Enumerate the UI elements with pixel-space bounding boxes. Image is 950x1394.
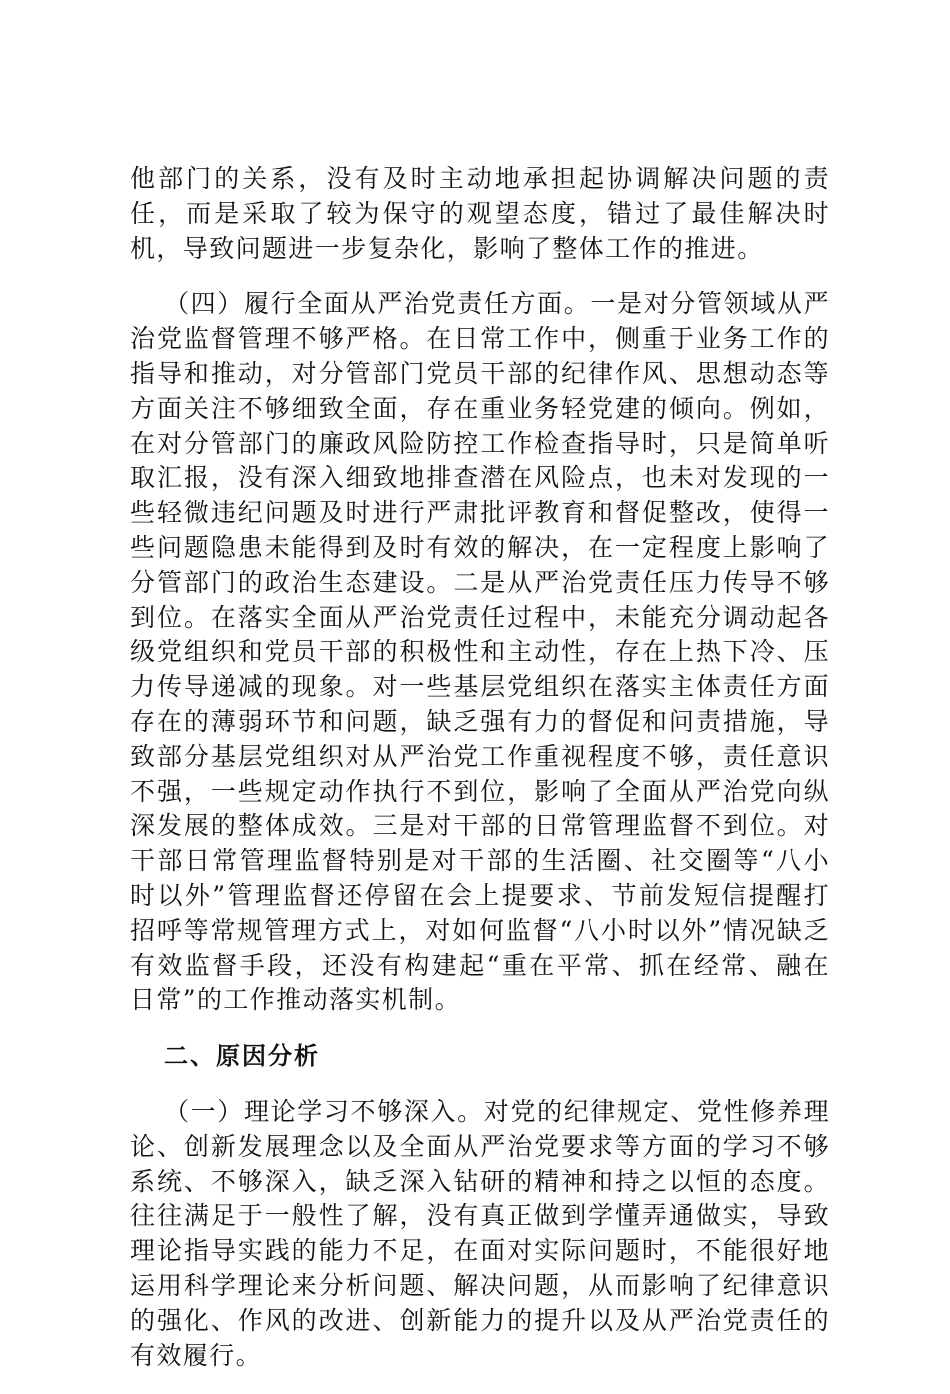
document-body (130, 162, 830, 1394)
paragraph-party-responsibility: （四）履行全面从严治党责任方面。一是对分管领域从严治党监督管理不够严格。在日常工作中，侧重于业务工作的指导和推动，对分管部门党员干部的纪律作风、思想动态等方面关注不够细致全面，存在重业务轻党建的倾向。例如，在对分管部门的廉政风险防控工作检查指导时，只是简单听取汇报，没有深入细致地排查潜在风险点，也未对发现的一些轻微违纪问题及时进行严肃批评教育和督促整改，使得一些问题隐患未能得到及时有效的解决，在一定程度上影响了分管部门的政治生态建设。二是从严治党责任压力传导不够到位。在落实全面从严治党责任过程中，未能充分调动起各级党组织和党员干部的积极性和主动性，存在上热下冷、压力传导递减的现象。对一些基层党组织在落实主体责任方面存在的薄弱环节和问题，缺乏强有力的督促和问责措施，导致部分基层党组织对从严治党工作重视程度不够，责任意识不强，一些规定动作执行不到位，影响了全面从严治党向纵深发展的整体成效。三是对干部的日常管理监督不到位。对干部日常管理监督特别是对干部的生活圈、社交圈等“八小时以外”管理监督还停留在会上提要求、节前发短信提醒打招呼等常规管理方式上，对如何监督“八小时以外”情况缺乏有效监督手段，还没有构建起“重在平常、抓在经常、融在日常”的工作推动落实机制。 (130, 289, 830, 1015)
paragraph-continuation: 他部门的关系，没有及时主动地承担起协调解决问题的责任，而是采取了较为保守的观望态度，错过了最佳解决时机，导致问题进一步复杂化，影响了整体工作的推进。 (130, 164, 830, 263)
section-heading-cause-analysis: 二、原因分析 (164, 1042, 320, 1071)
paragraph-theory-study: （一）理论学习不够深入。对党的纪律规定、党性修养理论、创新发展理念以及全面从严治党要求等方面的学习不够系统、不够深入，缺乏深入钻研的精神和持之以恒的态度。往往满足于一般性了解，没有真正做到学懂弄通做实，导致理论指导实践的能力不足，在面对实际问题时，不能很好地运用科学理论来分析问题、解决问题，从而影响了纪律意识的强化、作风的改进、创新能力的提升以及从严治党责任的有效履行。 (130, 1096, 830, 1370)
